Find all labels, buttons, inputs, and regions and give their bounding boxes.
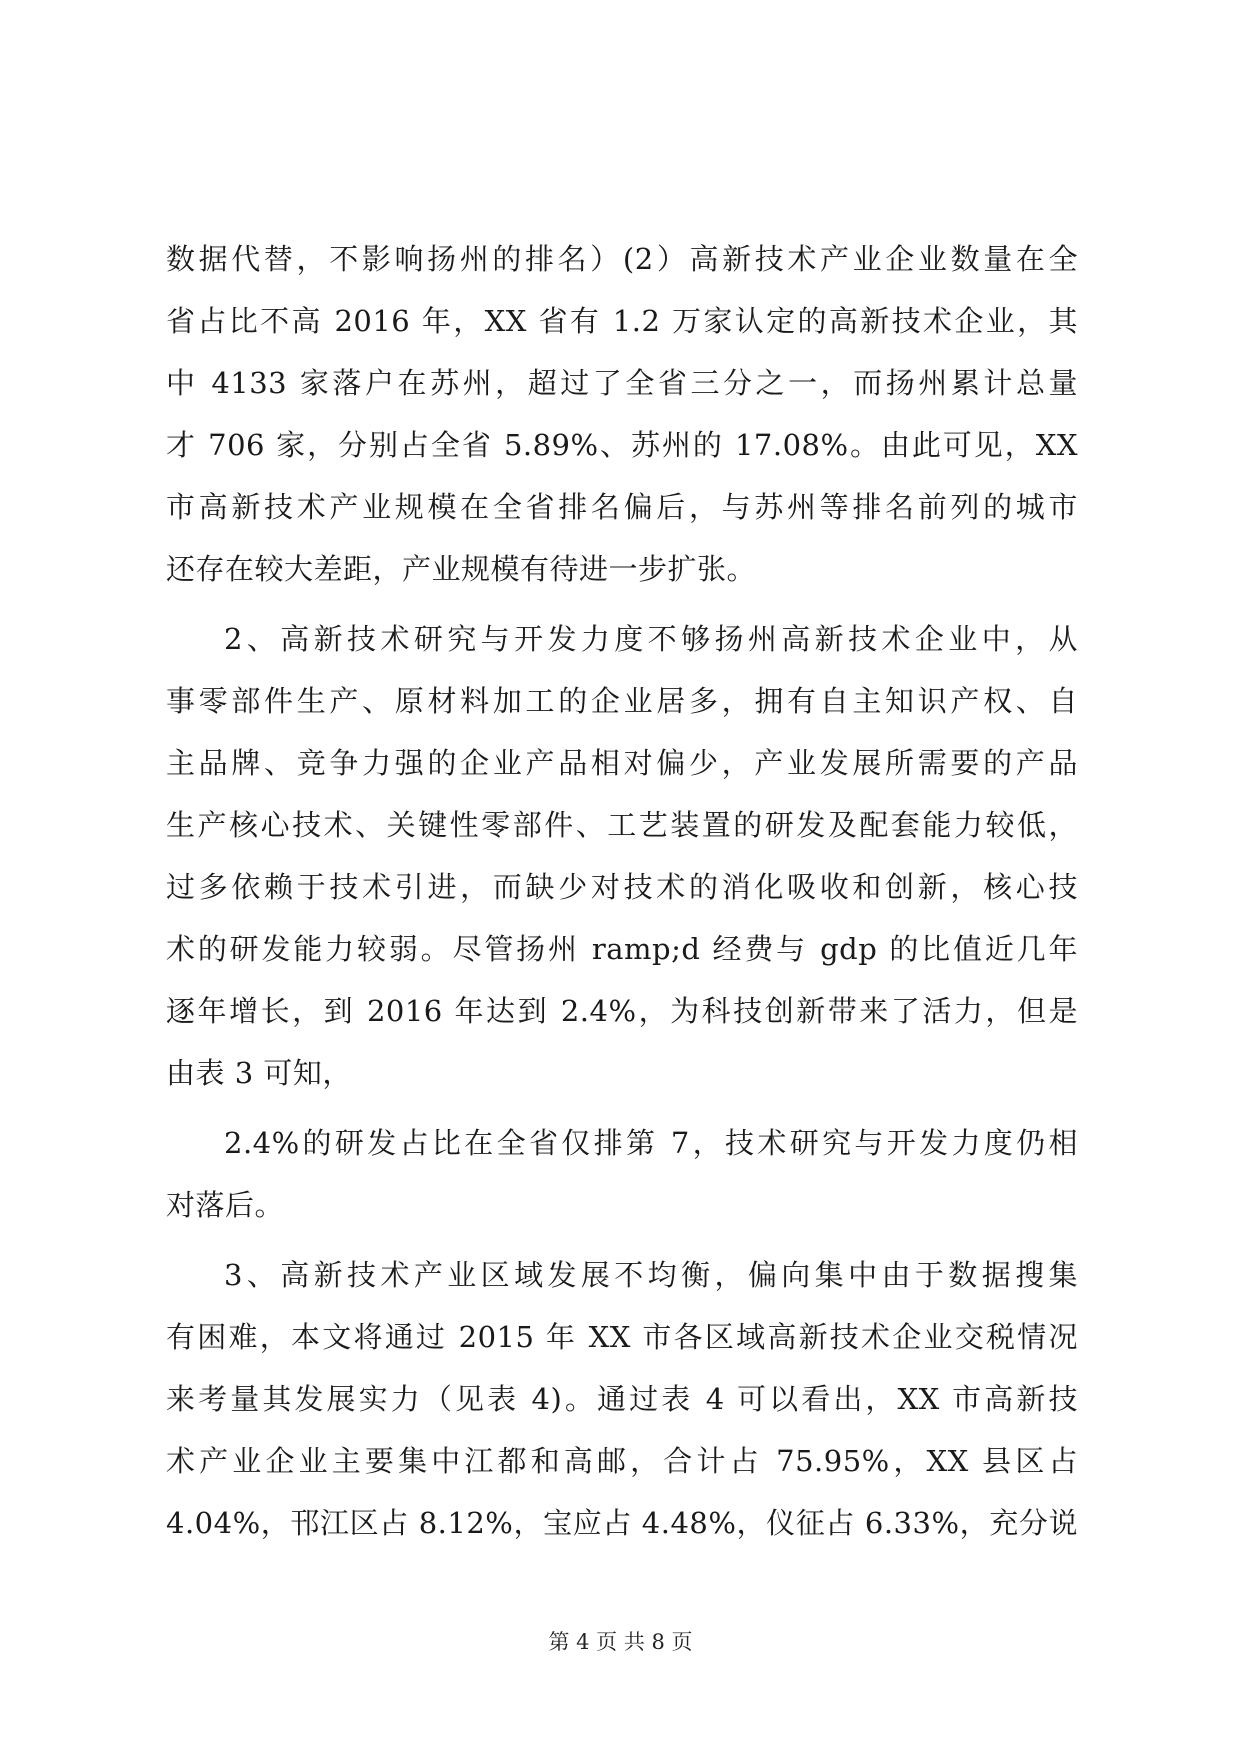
text-line: 由表 3 可知， (166, 1056, 352, 1090)
page-number-label: 第 4 页 共 8 页 (548, 1630, 693, 1654)
text-line: 术产业企业主要集中江都和高邮，合计占 75.95%，XX 县区占 (166, 1444, 1078, 1478)
text-line: 有困难，本文将通过 2015 年 XX 市各区域高新技术企业交税情况 (166, 1320, 1078, 1354)
text-line: 还存在较大差距，产业规模有待进一步扩张。 (166, 552, 757, 586)
text-line: 主品牌、竞争力强的企业产品相对偏少，产业发展所需要的产品 (166, 746, 1078, 780)
paragraph-3 (166, 1112, 1078, 1236)
paragraph-1 (166, 228, 1078, 600)
text-line: 省占比不高 2016 年，XX 省有 1.2 万家认定的高新技术企业，其 (166, 304, 1078, 338)
text-line: 对落后。 (166, 1188, 285, 1222)
text-line: 来考量其发展实力（见表 4)。通过表 4 可以看出，XX 市高新技 (166, 1382, 1078, 1416)
text-line: 生产核心技术、关键性零部件、工艺装置的研发及配套能力较低， (166, 808, 1078, 842)
text-line: 术的研发能力较弱。尽管扬州 ramp;d 经费与 gdp 的比值近几年 (166, 932, 1078, 966)
text-line: 3、高新技术产业区域发展不均衡，偏向集中由于数据搜集 (224, 1258, 1078, 1292)
text-line: 过多依赖于技术引进，而缺少对技术的消化吸收和创新，核心技 (166, 870, 1078, 904)
paragraph-4 (166, 1244, 1078, 1554)
paragraph-2 (166, 608, 1078, 1104)
body-text (166, 228, 1078, 1554)
text-line: 中 4133 家落户在苏州，超过了全省三分之一，而扬州累计总量 (166, 366, 1078, 400)
page-footer (0, 1628, 1241, 1656)
text-line: 逐年增长，到 2016 年达到 2.4%，为科技创新带来了活力，但是 (166, 994, 1078, 1028)
text-line: 2.4%的研发占比在全省仅排第 7，技术研究与开发力度仍相 (224, 1126, 1078, 1160)
text-line: 数据代替，不影响扬州的排名）(2）高新技术产业企业数量在全 (166, 242, 1078, 276)
text-line: 事零部件生产、原材料加工的企业居多，拥有自主知识产权、自 (166, 684, 1078, 718)
text-line: 才 706 家，分别占全省 5.89%、苏州的 17.08%。由此可见，XX (166, 428, 1078, 462)
text-line: 4.04%，邗江区占 8.12%，宝应占 4.48%，仪征占 6.33%，充分说 (166, 1506, 1078, 1540)
text-line: 2、高新技术研究与开发力度不够扬州高新技术企业中，从 (224, 622, 1078, 656)
text-line: 市高新技术产业规模在全省排名偏后，与苏州等排名前列的城市 (166, 490, 1078, 524)
